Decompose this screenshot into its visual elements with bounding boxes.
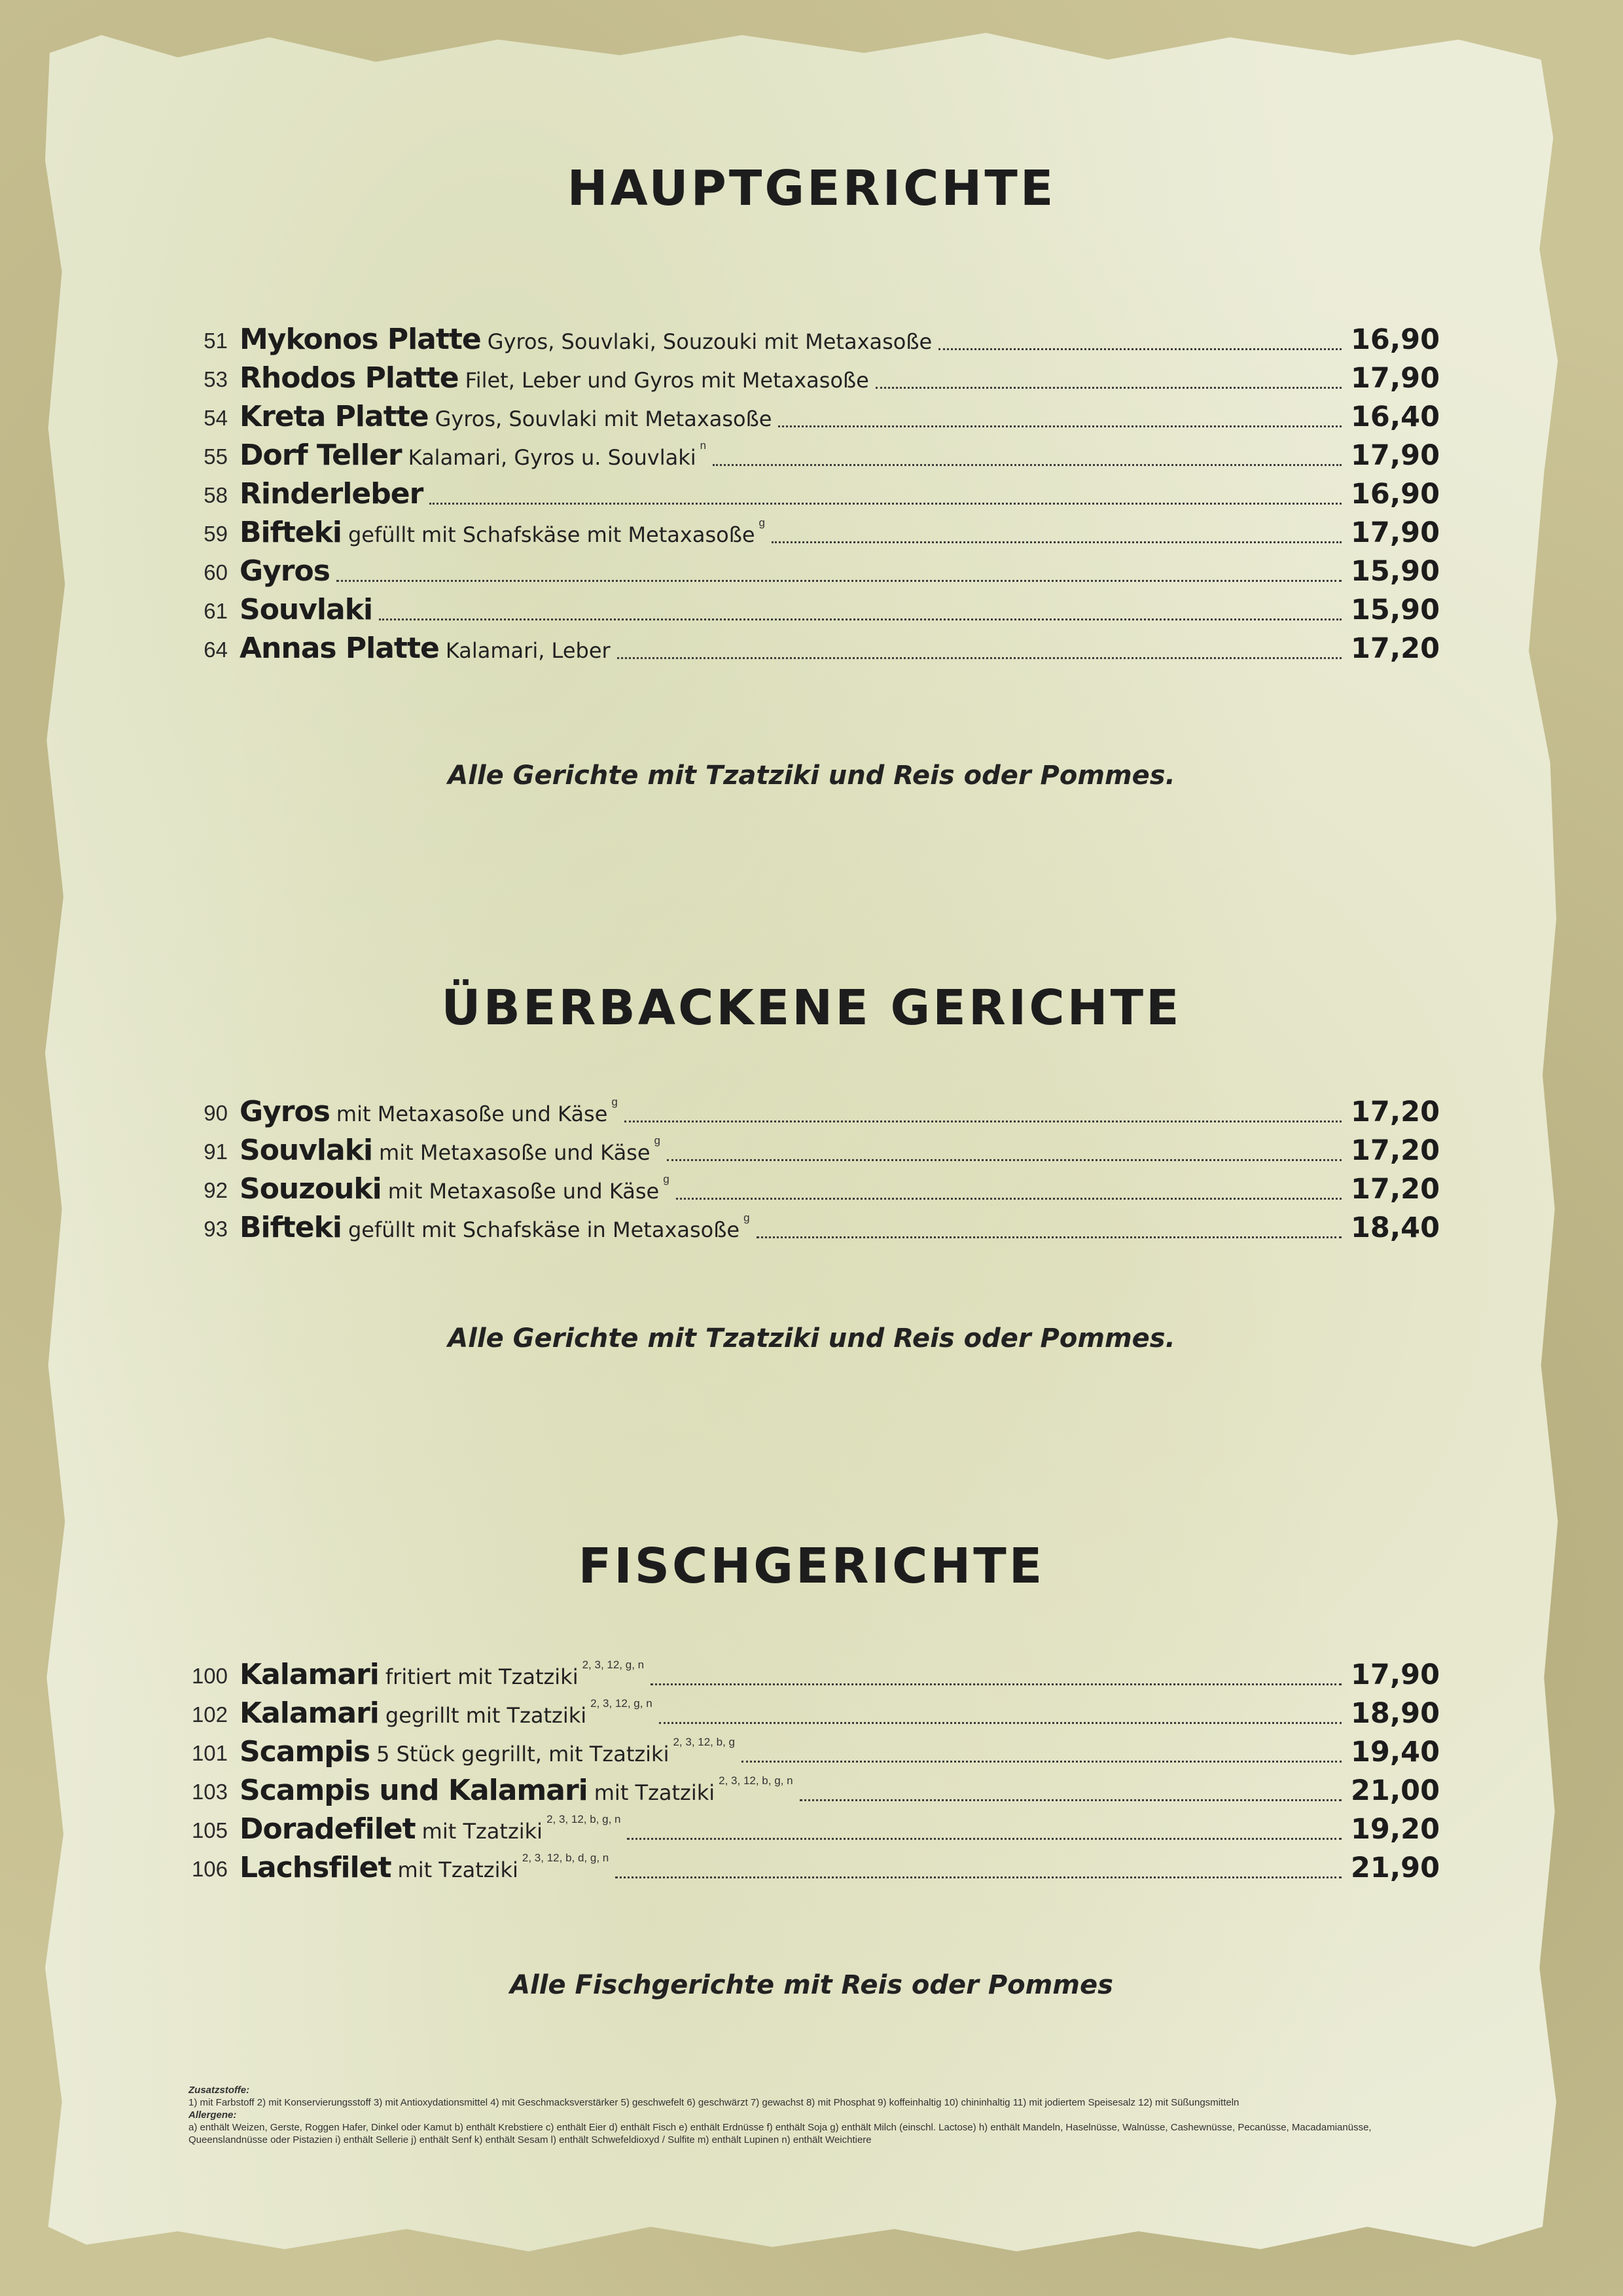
menu-item bbox=[177, 1692, 1440, 1731]
menu-item bbox=[177, 1846, 1440, 1885]
item-number: 51 bbox=[204, 329, 228, 353]
menu-item bbox=[177, 1090, 1440, 1129]
item-number: 90 bbox=[204, 1101, 228, 1125]
footer-legend bbox=[188, 2084, 1452, 2146]
item-description: mit Metaxasoße und Käse bbox=[387, 1179, 660, 1204]
item-description: mit Tzatziki bbox=[397, 1857, 518, 1882]
item-name: Gyros bbox=[240, 554, 330, 588]
item-name: Gyros bbox=[240, 1095, 330, 1128]
item-number: 103 bbox=[191, 1780, 228, 1804]
item-description: mit Metaxasoße und Käse bbox=[336, 1102, 608, 1126]
menu-item bbox=[177, 318, 1440, 357]
allergens-label: Allergene: bbox=[188, 2109, 237, 2121]
item-description: gefüllt mit Schafskäse mit Metaxasoße bbox=[348, 522, 755, 547]
item-price: 18,40 bbox=[1350, 1211, 1440, 1244]
item-number: 100 bbox=[191, 1664, 228, 1688]
item-name: Dorf Teller bbox=[240, 439, 402, 472]
item-description: gegrillt mit Tzatziki bbox=[385, 1703, 587, 1728]
item-price: 17,90 bbox=[1350, 439, 1440, 472]
menu-item bbox=[177, 1769, 1440, 1808]
section-title-hauptgerichte: HAUPTGERICHTE bbox=[567, 160, 1056, 217]
section-note-hauptgerichte: Alle Gerichte mit Tzatziki und Reis oder Pommes. bbox=[448, 761, 1175, 791]
item-name: Souvlaki bbox=[240, 1134, 373, 1167]
item-allergen-codes: 2, 3, 12, g, n bbox=[590, 1697, 652, 1710]
item-number: 55 bbox=[204, 444, 228, 469]
dot-leader bbox=[713, 464, 1342, 466]
item-number: 64 bbox=[204, 637, 228, 662]
item-allergen-codes: g bbox=[758, 516, 765, 529]
item-name: Lachsfilet bbox=[240, 1851, 391, 1884]
additives-label: Zusatzstoffe: bbox=[188, 2085, 250, 2096]
item-price: 17,90 bbox=[1350, 362, 1440, 395]
item-price: 21,90 bbox=[1350, 1852, 1440, 1884]
item-description: fritiert mit Tzatziki bbox=[385, 1664, 579, 1689]
menu-item bbox=[177, 395, 1440, 434]
item-price: 17,20 bbox=[1350, 1096, 1440, 1128]
item-name: Bifteki bbox=[240, 1211, 342, 1244]
item-description: Gyros, Souvlaki, Souzouki mit Metaxasoße bbox=[487, 329, 933, 354]
item-price: 17,20 bbox=[1350, 1173, 1440, 1206]
item-price: 17,20 bbox=[1350, 632, 1440, 665]
dot-leader bbox=[615, 1876, 1342, 1878]
item-number: 93 bbox=[204, 1217, 228, 1241]
item-allergen-codes: 2, 3, 12, b, g bbox=[673, 1736, 735, 1748]
dot-leader bbox=[379, 619, 1342, 620]
item-price: 16,40 bbox=[1350, 401, 1440, 433]
item-name: Scampis bbox=[240, 1735, 370, 1768]
dot-leader bbox=[741, 1761, 1342, 1763]
item-price: 17,90 bbox=[1350, 516, 1440, 549]
dot-leader bbox=[336, 580, 1342, 582]
menu-item bbox=[177, 434, 1440, 473]
item-allergen-codes: 2, 3, 12, b, d, g, n bbox=[522, 1852, 609, 1864]
menu-item bbox=[177, 1653, 1440, 1692]
section-title-fischgerichte: FISCHGERICHTE bbox=[578, 1538, 1045, 1594]
menu-list-hauptgerichte bbox=[177, 318, 1440, 666]
dot-leader bbox=[651, 1683, 1342, 1685]
item-description: Kalamari, Gyros u. Souvlaki bbox=[408, 445, 696, 470]
item-price: 19,40 bbox=[1350, 1736, 1440, 1768]
item-number: 54 bbox=[204, 406, 228, 430]
item-allergen-codes: 2, 3, 12, g, n bbox=[582, 1659, 645, 1671]
menu-item bbox=[177, 473, 1440, 511]
dot-leader bbox=[624, 1121, 1342, 1122]
item-price: 16,90 bbox=[1350, 323, 1440, 356]
item-number: 58 bbox=[204, 483, 228, 507]
item-price: 16,90 bbox=[1350, 478, 1440, 511]
dot-leader bbox=[627, 1838, 1342, 1840]
section-note-fischgerichte: Alle Fischgerichte mit Reis oder Pommes bbox=[510, 1970, 1113, 2000]
item-allergen-codes: n bbox=[700, 439, 707, 452]
dot-leader bbox=[617, 657, 1342, 659]
item-name: Bifteki bbox=[240, 516, 342, 549]
item-number: 102 bbox=[191, 1702, 228, 1727]
item-number: 101 bbox=[191, 1741, 228, 1765]
item-name: Kreta Platte bbox=[240, 400, 429, 433]
menu-list-ueberbackene-gerichte bbox=[177, 1090, 1440, 1245]
allergens-text: a) enthält Weizen, Gerste, Roggen Hafer, Dinkel oder Kamut b) enthält Krebstiere c) enthält Eier d) enthält Fisch e) enthält Erdnüsse f) enthält Soja g) enthält Milch (einschl. Lactose) h) enthält Mandeln, Haselnüsse, Walnüsse, Cashewnüsse, Pecanüsse, Macadamianüsse, Queenslandnüsse oder Pistazien i) enthält Sellerie j) enthält Senf k) enthält Sesam l) enthält Schwefeldioxyd / Sulfite m) enthält Lupinen n) enthält Weichtiere bbox=[188, 2122, 1372, 2145]
item-price: 17,90 bbox=[1350, 1659, 1440, 1691]
menu-list-fischgerichte bbox=[177, 1653, 1440, 1885]
dot-leader bbox=[429, 503, 1342, 505]
item-description: mit Tzatziki bbox=[594, 1780, 715, 1805]
section-title-ueberbackene-gerichte: ÜBERBACKENE GERICHTE bbox=[441, 980, 1182, 1036]
dot-leader bbox=[876, 387, 1342, 389]
item-description: mit Metaxasoße und Käse bbox=[379, 1140, 651, 1165]
item-number: 91 bbox=[204, 1139, 228, 1164]
dot-leader bbox=[938, 348, 1342, 350]
item-allergen-codes: g bbox=[663, 1173, 669, 1185]
dot-leader bbox=[676, 1198, 1342, 1200]
menu-item bbox=[177, 1808, 1440, 1846]
dot-leader bbox=[667, 1159, 1342, 1161]
dot-leader bbox=[778, 425, 1342, 427]
menu-item bbox=[177, 1731, 1440, 1769]
item-number: 61 bbox=[204, 599, 228, 623]
item-name: Kalamari bbox=[240, 1696, 379, 1730]
menu-item bbox=[177, 511, 1440, 550]
menu-item bbox=[177, 1206, 1440, 1245]
item-description: gefüllt mit Schafskäse in Metaxasoße bbox=[348, 1217, 740, 1242]
menu-item bbox=[177, 1129, 1440, 1168]
item-allergen-codes: g bbox=[611, 1096, 618, 1108]
item-allergen-codes: g bbox=[743, 1211, 750, 1224]
item-name: Kalamari bbox=[240, 1658, 379, 1691]
dot-leader bbox=[757, 1236, 1342, 1238]
item-name: Mykonos Platte bbox=[240, 323, 481, 356]
dot-leader bbox=[772, 541, 1342, 543]
section-note-ueberbackene-gerichte: Alle Gerichte mit Tzatziki und Reis oder Pommes. bbox=[448, 1323, 1175, 1354]
dot-leader bbox=[659, 1722, 1342, 1724]
item-number: 53 bbox=[204, 367, 228, 391]
item-name: Souzouki bbox=[240, 1172, 382, 1206]
item-description: 5 Stück gegrillt, mit Tzatziki bbox=[376, 1742, 669, 1767]
menu-item bbox=[177, 627, 1440, 666]
item-allergen-codes: 2, 3, 12, b, g, n bbox=[546, 1813, 621, 1825]
item-number: 106 bbox=[191, 1857, 228, 1881]
item-name: Rinderleber bbox=[240, 477, 423, 511]
item-price: 18,90 bbox=[1350, 1697, 1440, 1730]
item-description: Filet, Leber und Gyros mit Metaxasoße bbox=[465, 368, 869, 393]
item-price: 15,90 bbox=[1350, 555, 1440, 588]
item-name: Annas Platte bbox=[240, 632, 439, 665]
item-name: Rhodos Platte bbox=[240, 361, 459, 395]
menu-item bbox=[177, 357, 1440, 395]
item-description: Kalamari, Leber bbox=[445, 638, 611, 663]
item-price: 17,20 bbox=[1350, 1134, 1440, 1167]
item-name: Scampis und Kalamari bbox=[240, 1774, 588, 1807]
item-name: Souvlaki bbox=[240, 593, 373, 626]
menu-item bbox=[177, 588, 1440, 627]
menu-item bbox=[177, 550, 1440, 588]
item-price: 19,20 bbox=[1350, 1813, 1440, 1846]
item-description: mit Tzatziki bbox=[421, 1819, 543, 1844]
item-price: 21,00 bbox=[1350, 1774, 1440, 1807]
item-number: 60 bbox=[204, 560, 228, 584]
item-name: Doradefilet bbox=[240, 1812, 416, 1846]
menu-item bbox=[177, 1168, 1440, 1206]
item-number: 59 bbox=[204, 522, 228, 546]
item-allergen-codes: g bbox=[654, 1134, 660, 1147]
item-description: Gyros, Souvlaki mit Metaxasoße bbox=[435, 406, 772, 431]
item-allergen-codes: 2, 3, 12, b, g, n bbox=[719, 1774, 793, 1787]
additives-text: 1) mit Farbstoff 2) mit Konservierungsstoff 3) mit Antioxydationsmittel 4) mit Geschmacksverstärker 5) geschwefelt 6) geschwärzt 7) gewachst 8) mit Phosphat 9) koffeinhaltig 10) chininhaltig 11) mit jodiertem Speisesalz 12) mit Süßungsmitteln bbox=[188, 2097, 1240, 2108]
dot-leader bbox=[800, 1799, 1342, 1801]
item-price: 15,90 bbox=[1350, 594, 1440, 626]
item-number: 105 bbox=[191, 1818, 228, 1842]
item-number: 92 bbox=[204, 1178, 228, 1202]
